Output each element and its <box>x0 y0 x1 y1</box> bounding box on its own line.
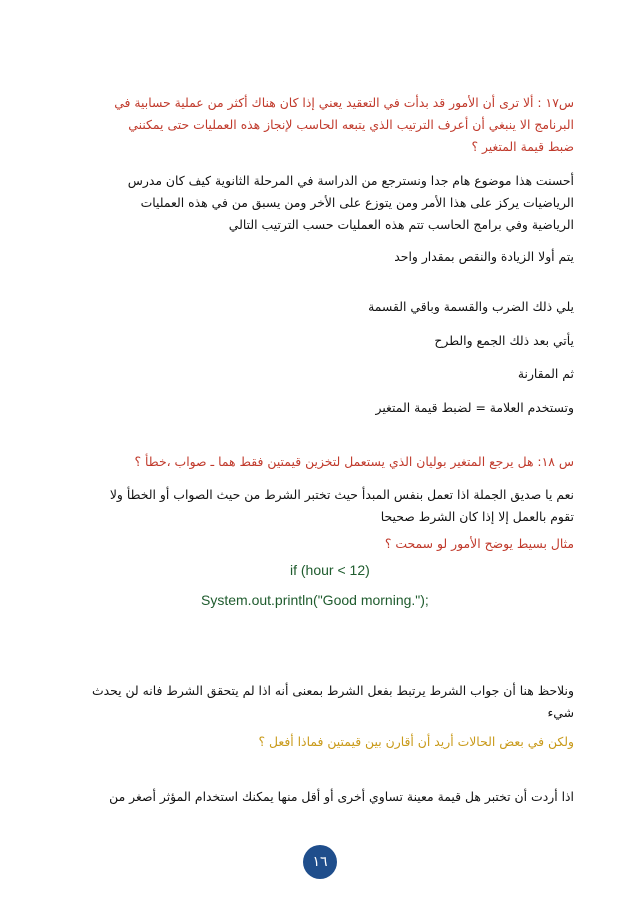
note-line-2: شيء <box>547 705 574 720</box>
note-line-1: ونلاحظ هنا أن جواب الشرط يرتبط بفعل الشرط بمعنى أنه اذا لم يتحقق الشرط فانه لن يحدث <box>91 683 574 698</box>
code-line-2: System.out.println("Good morning."); <box>201 592 429 608</box>
page-number-badge: ١٦ <box>303 845 337 879</box>
answer-17-line-1: أحسنت هذا موضوع هام جدا ونسترجع من الدراسة في المرحلة الثانوية كيف كان مدرس <box>127 173 574 188</box>
question-17-line-2: البرنامج الا ينبغي أن أعرف الترتيب الذي يتبعه الحاسب لإنجاز هذه العمليات حتى يمكنني <box>128 117 574 132</box>
answer-17-line-2: الرياضيات يركز على هذا الأمر ومن يتوزع على الأخر ومن يسبق من في هذه العمليات <box>140 195 574 210</box>
question-17-line-1: س١٧ : ألا ترى أن الأمور قد بدأت في التعقيد يعني إذا كان هناك أكثر من عملية حسابية في <box>114 95 574 110</box>
answer-17-line-3: الرياضية وفي برامج الحاسب تتم هذه العمليات حسب الترتيب التالي <box>228 217 574 232</box>
answer-18-line-1: نعم يا صديق الجملة اذا تعمل بنفس المبدأ حيث تختبر الشرط من حيث الصواب أو الخطأ ولا <box>109 487 574 502</box>
answer-18-line-2: تقوم بالعمل إلا إذا كان الشرط صحيحا <box>380 509 574 524</box>
order-step-4: ثم المقارنة <box>517 366 574 381</box>
comparison-question: ولكن في بعض الحالات أريد أن أقارن بين قيمتين فماذا أفعل ؟ <box>258 734 574 749</box>
code-line-1: if (hour < 12) <box>290 562 370 578</box>
order-step-5: وتستخدم العلامة = لضبط قيمة المتغير <box>375 400 574 415</box>
order-step-2: يلي ذلك الضرب والقسمة وباقي القسمة <box>368 299 574 314</box>
question-18-line-1: س ١٨: هل يرجع المتغير بوليان الذي يستعمل لتخزين قيمتين فقط هما ـ صواب ،خطأ ؟ <box>134 454 574 469</box>
order-step-1: يتم أولا الزيادة والنقص بمقدار واحد <box>394 249 574 264</box>
example-prompt: مثال بسيط يوضح الأمور لو سمحت ؟ <box>384 536 574 551</box>
order-step-3: يأتي بعد ذلك الجمع والطرح <box>434 333 574 348</box>
question-17-line-3: ضبط قيمة المتغير ؟ <box>471 139 574 154</box>
final-paragraph-line: اذا أردت أن تختبر هل قيمة معينة تساوي أخرى أو أقل منها يمكنك استخدام المؤثر أصغر من <box>109 789 574 804</box>
